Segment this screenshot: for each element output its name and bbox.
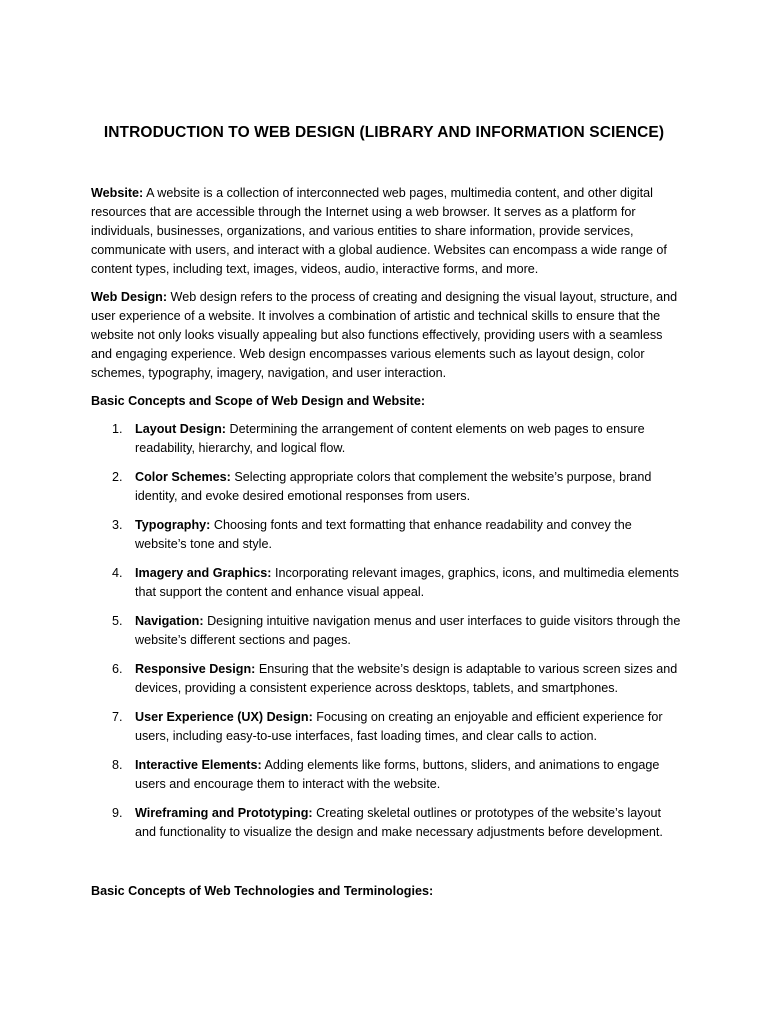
list-number: 7. bbox=[112, 710, 123, 724]
list-item-text: Designing intuitive navigation menus and user interfaces to guide visitors through the website’s different sections and pages. bbox=[135, 614, 681, 647]
list-item bbox=[91, 564, 681, 602]
section-heading-technologies: Basic Concepts of Web Technologies and Terminologies: bbox=[91, 884, 434, 898]
paragraph-text: A website is a collection of interconnected web pages, multimedia content, and other digital resources that are accessible through the Internet using a web browser. It serves as a platform for individuals, businesses, organizations, and various entities to share information, provide services, communicate with users, and interact with a global audience. Websites can encompass a wide range of content types, including text, images, videos, audio, interactive forms, and more. bbox=[91, 186, 667, 276]
section-heading-concepts: Basic Concepts and Scope of Web Design and Website: bbox=[91, 394, 426, 408]
list-item bbox=[91, 516, 681, 554]
list-number: 4. bbox=[112, 566, 123, 580]
term-label: Navigation: bbox=[135, 614, 204, 628]
term-label: Typography: bbox=[135, 518, 211, 532]
list-item-text: Determining the arrangement of content elements on web pages to ensure readability, hierarchy, and logical flow. bbox=[135, 422, 645, 455]
term-label: Color Schemes: bbox=[135, 470, 231, 484]
term-label: User Experience (UX) Design: bbox=[135, 710, 313, 724]
term-label: Website: bbox=[91, 186, 144, 200]
list-item bbox=[91, 804, 681, 842]
term-label: Imagery and Graphics: bbox=[135, 566, 272, 580]
list-item-text: Focusing on creating an enjoyable and efficient experience for users, including easy-to-use interfaces, fast loading times, and clear calls to action. bbox=[135, 710, 663, 743]
concepts-list bbox=[91, 420, 681, 842]
list-number: 6. bbox=[112, 662, 123, 676]
list-number: 8. bbox=[112, 758, 123, 772]
list-number: 2. bbox=[112, 470, 123, 484]
page-title: INTRODUCTION TO WEB DESIGN (LIBRARY AND INFORMATION SCIENCE) bbox=[103, 124, 665, 141]
term-label: Layout Design: bbox=[135, 422, 226, 436]
list-number: 1. bbox=[112, 422, 123, 436]
term-label: Web Design: bbox=[91, 290, 168, 304]
term-label: Wireframing and Prototyping: bbox=[135, 806, 313, 820]
term-label: Responsive Design: bbox=[135, 662, 256, 676]
document-body bbox=[91, 184, 681, 852]
list-number: 9. bbox=[112, 806, 123, 820]
list-item bbox=[91, 420, 681, 458]
list-item-text: Adding elements like forms, buttons, sliders, and animations to engage users and encourage them to interact with the website. bbox=[135, 758, 660, 791]
list-item-text: Ensuring that the website’s design is adaptable to various screen sizes and devices, providing a consistent experience across desktops, tablets, and smartphones. bbox=[135, 662, 678, 695]
list-number: 3. bbox=[112, 518, 123, 532]
list-item-text: Selecting appropriate colors that complement the website’s purpose, brand identity, and evoke desired emotional responses from users. bbox=[135, 470, 652, 503]
list-item bbox=[91, 756, 681, 794]
list-number: 5. bbox=[112, 614, 123, 628]
term-label: Interactive Elements: bbox=[135, 758, 262, 772]
list-item bbox=[91, 468, 681, 506]
list-item bbox=[91, 660, 681, 698]
list-item-text: Creating skeletal outlines or prototypes of the website’s layout and functionality to visualize the design and make necessary adjustments before development. bbox=[135, 806, 663, 839]
list-item-text: Incorporating relevant images, graphics, icons, and multimedia elements that support the content and enhance visual appeal. bbox=[135, 566, 679, 599]
paragraph-text: Web design refers to the process of creating and designing the visual layout, structure, and user experience of a website. It involves a combination of artistic and technical skills to ensure that the website not only looks visually appealing but also functions effectively, providing users with a seamless and engaging experience. Web design encompasses various elements such as layout design, color schemes, typography, imagery, navigation, and user interaction. bbox=[91, 290, 678, 380]
list-item-text: Choosing fonts and text formatting that enhance readability and convey the website’s tone and style. bbox=[135, 518, 632, 551]
list-item bbox=[91, 708, 681, 746]
list-item bbox=[91, 612, 681, 650]
paragraph-web-design bbox=[91, 288, 681, 383]
paragraph-website bbox=[91, 184, 681, 279]
